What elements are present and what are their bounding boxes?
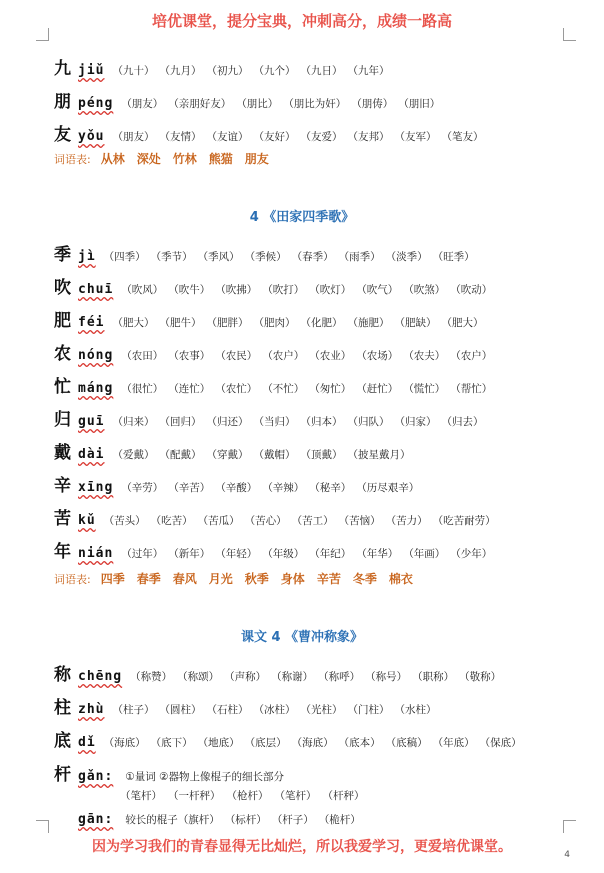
word-item: （归去） [441, 416, 484, 428]
word-item: （声称） [224, 671, 267, 683]
vocab-word: 四季 [100, 572, 125, 586]
char-entry [54, 660, 604, 685]
character: 杆 [54, 765, 71, 785]
word-item: （淡季） [385, 251, 428, 263]
word-item: （底本） [338, 737, 381, 749]
word-item: （年画） [403, 548, 446, 560]
word-item: （农场） [356, 350, 399, 362]
word-item: （四季） [103, 251, 146, 263]
word-item: （归家） [394, 416, 437, 428]
word-item: （吹拂） [215, 284, 258, 296]
word-item: （水柱） [394, 704, 437, 716]
word-item: （肥牛） [159, 317, 202, 329]
word-item: （季节） [150, 251, 193, 263]
vocab-word: 辛苦 [316, 572, 341, 586]
word-item: （披星戴月） [347, 449, 411, 461]
vocab-word: 春季 [136, 572, 161, 586]
word-list [112, 315, 483, 330]
definition: 较长的棍子 [125, 814, 178, 826]
word-list [112, 702, 436, 717]
char-entry-gan-2 [78, 812, 604, 827]
word-item: （门柱） [347, 704, 390, 716]
word-item: （吹动） [450, 284, 493, 296]
char-entry [54, 87, 604, 112]
character: 农 [54, 344, 71, 364]
word-item: （归队） [347, 416, 390, 428]
word-item: （职称） [412, 671, 455, 683]
word-item: （匆忙） [309, 383, 352, 395]
word-item: （保底） [479, 737, 522, 749]
word-item: （吃苦耐劳） [432, 515, 496, 527]
character: 柱 [54, 698, 71, 718]
character: 朋 [54, 92, 71, 112]
character: 辛 [54, 476, 71, 496]
word-item: （朋友） [112, 131, 155, 143]
vocab-word: 从林 [100, 152, 125, 166]
word-item: （杆秤） [322, 790, 365, 802]
word-item: （称颂） [177, 671, 220, 683]
word-item: （九年） [347, 65, 390, 77]
word-item: （辛苦） [168, 482, 211, 494]
word-item: （归还） [206, 416, 249, 428]
word-item: （称呼） [318, 671, 361, 683]
word-item: （桅杆） [318, 814, 361, 826]
word-item: （底稿） [385, 737, 428, 749]
character: 称 [54, 665, 71, 685]
vocab-word: 秋季 [244, 572, 269, 586]
word-list [121, 480, 419, 495]
word-list [121, 546, 492, 561]
word-item: （朋旧） [398, 98, 441, 110]
word-list [104, 735, 522, 750]
word-item: （朋俦） [351, 98, 394, 110]
word-item: （肥肉） [253, 317, 296, 329]
vocab-word: 冬季 [352, 572, 377, 586]
word-list [104, 249, 475, 264]
word-item: （苦工） [291, 515, 334, 527]
word-item: （吃苦） [150, 515, 193, 527]
word-item: （九日） [300, 65, 343, 77]
vocab-word: 春风 [172, 572, 197, 586]
word-item: （敬称） [459, 671, 502, 683]
pinyin: nián [78, 546, 114, 561]
word-item: （季风） [197, 251, 240, 263]
word-item: （吹打） [262, 284, 305, 296]
character: 归 [54, 410, 71, 430]
pinyin: chuī [78, 282, 114, 297]
word-list [178, 812, 361, 827]
word-item: （爱戴） [112, 449, 155, 461]
corner-mark-bottom-left [36, 820, 49, 833]
character: 年 [54, 542, 71, 562]
word-item: （初九） [206, 65, 249, 77]
word-item: （农户） [450, 350, 493, 362]
word-item: （友好） [253, 131, 296, 143]
word-item: （柱子） [112, 704, 155, 716]
pinyin: féi [78, 315, 105, 330]
word-item: （笔杆） [274, 790, 317, 802]
word-item: （年华） [356, 548, 399, 560]
word-item: （称谢） [271, 671, 314, 683]
character: 忙 [54, 377, 71, 397]
word-item: （吹牛） [168, 284, 211, 296]
word-item: （慌忙） [403, 383, 446, 395]
pinyin: zhù [78, 702, 105, 717]
char-entry [54, 372, 604, 397]
pinyin: yǒu [78, 129, 105, 144]
pinyin: péng [78, 96, 114, 111]
page-number: 4 [564, 850, 570, 860]
word-item: （苦力） [385, 515, 428, 527]
character: 友 [54, 125, 71, 145]
pinyin: kǔ [78, 513, 96, 528]
word-item: （旗杆） [177, 814, 220, 826]
word-item: （新年） [168, 548, 211, 560]
word-item: （辛辣） [262, 482, 305, 494]
word-list [120, 788, 365, 803]
char-entry [54, 339, 604, 364]
vocab-list [54, 570, 413, 587]
character: 苦 [54, 509, 71, 529]
word-item: （农事） [168, 350, 211, 362]
word-item: （友军） [394, 131, 437, 143]
vocab-label: 词语表: [54, 573, 91, 586]
word-item: （春季） [291, 251, 334, 263]
char-entry [54, 471, 604, 496]
word-item: （化肥） [300, 317, 343, 329]
word-item: （吹气） [356, 284, 399, 296]
word-item: （连忙） [168, 383, 211, 395]
vocab-word: 熊猫 [208, 152, 233, 166]
vocab-word: 深处 [136, 152, 161, 166]
word-item: （一杆秤） [168, 790, 221, 802]
word-item: （吹灯） [309, 284, 352, 296]
word-item: （农民） [215, 350, 258, 362]
word-item: （旺季） [432, 251, 475, 263]
banner-bottom: 因为学习我们的青春显得无比灿烂，所以我爱学习，更爱培优课堂。 [92, 839, 512, 855]
char-entry [54, 405, 604, 430]
word-item: （农田） [121, 350, 164, 362]
word-item: （吹风） [121, 284, 164, 296]
vocab-word: 身体 [280, 572, 305, 586]
vocab-word: 竹林 [172, 152, 197, 166]
word-item: （友谊） [206, 131, 249, 143]
section-heading: 课文 4 《曹冲称象》 [240, 630, 364, 645]
word-list [112, 63, 389, 78]
word-item: （顶戴） [300, 449, 343, 461]
word-list [112, 414, 483, 429]
word-item: （农业） [309, 350, 352, 362]
pinyin: jiǔ [78, 63, 105, 78]
word-item: （归来） [112, 416, 155, 428]
word-item: （年底） [432, 737, 475, 749]
pinyin: gān: [78, 812, 114, 827]
char-entry [54, 726, 604, 751]
character: 吹 [54, 278, 71, 298]
word-item: （苦头） [103, 515, 146, 527]
vocab-word: 棉衣 [388, 572, 413, 586]
word-item: （农夫） [403, 350, 446, 362]
char-entry [54, 240, 604, 265]
pinyin: máng [78, 381, 114, 396]
character: 肥 [54, 311, 71, 331]
pinyin: nóng [78, 348, 114, 363]
vocab-label: 词语表: [54, 153, 91, 166]
word-item: （友邦） [347, 131, 390, 143]
word-list [130, 669, 501, 684]
word-item: （朋友） [121, 98, 164, 110]
word-list [121, 348, 492, 363]
word-item: （肥大） [112, 317, 155, 329]
char-entry [54, 54, 604, 79]
word-item: （少年） [450, 548, 493, 560]
word-item: （历尽艰辛） [356, 482, 420, 494]
word-item: （农忙） [215, 383, 258, 395]
vocab-word: 朋友 [244, 152, 269, 166]
word-item: （雨季） [338, 251, 381, 263]
char-entry [54, 504, 604, 529]
word-item: （枪杆） [226, 790, 269, 802]
word-item: （冰柱） [253, 704, 296, 716]
char-entry [54, 273, 604, 298]
word-item: （当归） [253, 416, 296, 428]
word-item: （标杆） [224, 814, 267, 826]
word-item: （很忙） [121, 383, 164, 395]
word-item: （地底） [197, 737, 240, 749]
character: 戴 [54, 443, 71, 463]
char-entry [54, 693, 604, 718]
word-item: （朋比为奸） [283, 98, 347, 110]
word-item: （笔友） [441, 131, 484, 143]
word-item: （九十） [112, 65, 155, 77]
char-entry [54, 438, 604, 463]
word-list [121, 96, 440, 111]
word-list [121, 381, 492, 396]
word-item: （年级） [262, 548, 305, 560]
word-item: （友情） [159, 131, 202, 143]
word-item: （年纪） [309, 548, 352, 560]
vocab-words [101, 570, 413, 587]
word-item: （肥缺） [394, 317, 437, 329]
word-item: （赶忙） [356, 383, 399, 395]
word-item: （不忙） [262, 383, 305, 395]
word-item: （九个） [253, 65, 296, 77]
word-item: （杆子） [271, 814, 314, 826]
word-list [112, 447, 410, 462]
word-item: （过年） [121, 548, 164, 560]
word-item: （辛劳） [121, 482, 164, 494]
section-heading: 4 《田家四季歌》 [249, 210, 355, 225]
word-item: （肥大） [441, 317, 484, 329]
word-item: （穿戴） [206, 449, 249, 461]
word-item: （称赞） [130, 671, 173, 683]
word-item: （苦瓜） [197, 515, 240, 527]
word-item: （亲朋好友） [168, 98, 232, 110]
word-item: （辛酸） [215, 482, 258, 494]
word-item: （笔杆） [120, 790, 162, 802]
definition: ①量词 ②器物上像棍子的细长部分 [125, 771, 284, 783]
word-item: （配戴） [159, 449, 202, 461]
word-item: （海底） [291, 737, 334, 749]
word-item: （吹煞） [403, 284, 446, 296]
pinyin: dài [78, 447, 105, 462]
word-item: （称号） [365, 671, 408, 683]
word-item: （回归） [159, 416, 202, 428]
word-item: （施肥） [347, 317, 390, 329]
word-item: （帮忙） [450, 383, 493, 395]
char-entry [54, 306, 604, 331]
word-item: （归本） [300, 416, 343, 428]
character: 底 [54, 731, 71, 751]
word-item: （底层） [244, 737, 287, 749]
word-item: （海底） [103, 737, 146, 749]
vocab-list [54, 150, 269, 167]
word-item: （圆柱） [159, 704, 202, 716]
word-item: （秘辛） [309, 482, 352, 494]
vocab-words [101, 150, 269, 167]
banner-top: 培优课堂，提分宝典，冲刺高分，成绩一路高 [151, 12, 452, 30]
word-item: （底下） [150, 737, 193, 749]
word-list [112, 129, 483, 144]
character: 九 [54, 59, 71, 79]
pinyin: guī [78, 414, 105, 429]
char-entry-gan [54, 760, 604, 785]
pinyin: xīng [78, 480, 114, 495]
word-item: （肥胖） [206, 317, 249, 329]
word-item: （农户） [262, 350, 305, 362]
pinyin: dǐ [78, 735, 96, 750]
word-item: （朋比） [236, 98, 279, 110]
word-list [121, 282, 492, 297]
character: 季 [54, 245, 71, 265]
word-item: （苦恼） [338, 515, 381, 527]
word-item: （戴帽） [253, 449, 296, 461]
word-item: （石柱） [206, 704, 249, 716]
word-item: （光柱） [300, 704, 343, 716]
pinyin: jì [78, 249, 96, 264]
word-item: （友爱） [300, 131, 343, 143]
word-item: （九月） [159, 65, 202, 77]
char-entry [54, 120, 604, 145]
pinyin: chēng [78, 669, 123, 684]
vocab-word: 月光 [208, 572, 233, 586]
word-item: （年轻） [215, 548, 258, 560]
word-item: （苦心） [244, 515, 287, 527]
word-item: （季候） [244, 251, 287, 263]
pinyin: gǎn: [78, 769, 114, 784]
word-list [104, 513, 496, 528]
char-entry [54, 537, 604, 562]
